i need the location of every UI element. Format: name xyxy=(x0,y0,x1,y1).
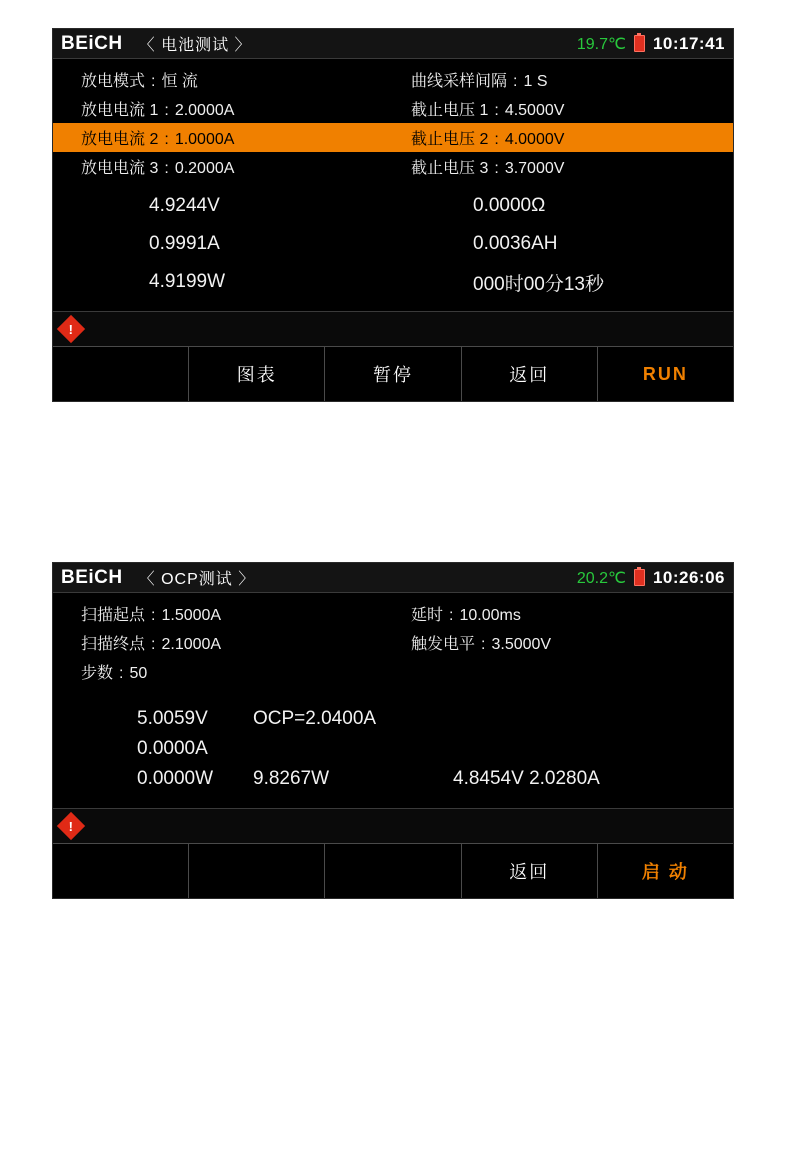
param-label: 扫描起点 xyxy=(81,607,146,625)
param-value[interactable]: 4.0000V xyxy=(504,131,565,148)
param-separator: : xyxy=(481,636,486,654)
param-row[interactable] xyxy=(53,628,733,657)
param-label: 截止电压 2 xyxy=(411,131,489,148)
param-separator: : xyxy=(164,102,169,119)
temperature-readout: 20.2℃ xyxy=(576,569,626,587)
param-separator: : xyxy=(164,160,169,177)
alarm-glyph: ! xyxy=(68,818,74,834)
caption-line: 并带内阻测试功能 xyxy=(54,465,295,498)
resistance-readout: 0.0000Ω xyxy=(473,195,546,216)
param-cell[interactable] xyxy=(59,68,389,91)
param-row[interactable] xyxy=(53,152,733,181)
caption-line: 编程测试模式，可捕获电源产品的临界参 xyxy=(54,921,595,954)
param-cell[interactable] xyxy=(59,631,389,654)
param-separator: : xyxy=(119,665,124,683)
clock-readout: 10:26:06 xyxy=(652,567,725,587)
param-value[interactable]: 3.7000V xyxy=(504,160,565,177)
voltage-readout: 4.9244V xyxy=(149,195,220,216)
clock-readout: 10:17:41 xyxy=(652,33,725,53)
titlebar xyxy=(53,29,733,59)
capacity-readout: 0.0036AH xyxy=(473,233,558,254)
param-row[interactable] xyxy=(53,65,733,94)
param-row-selected[interactable] xyxy=(53,123,733,152)
param-cell[interactable] xyxy=(59,126,389,149)
param-value[interactable]: 3.5000V xyxy=(491,636,552,654)
current-readout: 0.9991A xyxy=(149,233,220,254)
mode-title[interactable]: 〈 电池测试 〉 xyxy=(138,37,252,54)
param-cell[interactable] xyxy=(59,660,389,683)
param-cell[interactable] xyxy=(389,602,719,625)
instrument-screen-ocp-test xyxy=(52,562,734,899)
param-cell[interactable] xyxy=(389,126,719,149)
softkey-start[interactable]: 启 动 xyxy=(598,844,733,898)
caption-line: 数，如OCP，OPP等，包含比较器功能 xyxy=(54,962,575,995)
softkey-run[interactable]: RUN xyxy=(598,347,733,401)
softkey-1[interactable] xyxy=(53,347,189,401)
param-value[interactable]: 50 xyxy=(129,665,148,683)
param-cell[interactable] xyxy=(59,602,389,625)
alarm-glyph: ! xyxy=(68,321,74,337)
softkey-back[interactable]: 返回 xyxy=(462,347,598,401)
softkey-bar xyxy=(53,843,733,898)
peak-power-readout: 9.8267W xyxy=(253,768,330,790)
softkey-chart[interactable]: 图表 xyxy=(189,347,325,401)
caption-battery-test xyxy=(54,420,734,502)
param-value[interactable]: 恒 流 xyxy=(161,73,198,90)
measurement-row xyxy=(53,225,733,263)
param-cell[interactable] xyxy=(389,631,719,654)
param-row[interactable] xyxy=(53,599,733,628)
param-separator: : xyxy=(151,73,156,90)
measurement-area xyxy=(53,686,733,808)
battery-icon xyxy=(634,569,645,586)
param-value[interactable]: 4.5000V xyxy=(504,102,565,119)
param-label: 触发电平 xyxy=(411,636,476,654)
param-separator: : xyxy=(494,131,499,148)
power-readout: 0.0000W xyxy=(137,768,214,790)
param-row[interactable] xyxy=(53,657,733,686)
param-separator: : xyxy=(494,102,499,119)
alarm-icon xyxy=(57,812,85,840)
peak-volt-current-readout: 4.8454V 2.0280A xyxy=(453,768,600,790)
param-label: 放电电流 2 xyxy=(81,131,159,148)
power-readout: 4.9199W xyxy=(149,271,226,292)
elapsed-time-readout: 000时00分13秒 xyxy=(473,273,604,295)
caption-ocp-test xyxy=(54,917,734,999)
param-label: 延时 xyxy=(411,607,444,625)
measurement-row xyxy=(53,187,733,225)
param-label: 步数 xyxy=(81,665,114,683)
battery-icon xyxy=(634,35,645,52)
softkey-1[interactable] xyxy=(53,844,189,898)
param-separator: : xyxy=(151,636,156,654)
alarm-icon xyxy=(57,315,85,343)
param-value[interactable]: 2.1000A xyxy=(161,636,222,654)
param-value[interactable]: 1.5000A xyxy=(161,607,222,625)
measurement-area xyxy=(53,181,733,311)
param-label: 截止电压 3 xyxy=(411,160,489,177)
brand-logo: BEiCH xyxy=(61,32,123,54)
param-row[interactable] xyxy=(53,94,733,123)
param-cell[interactable] xyxy=(389,68,719,91)
current-readout: 0.0000A xyxy=(137,738,208,760)
titlebar-status xyxy=(577,568,725,588)
mode-title[interactable]: 〈 OCP测试 〉 xyxy=(138,571,256,589)
measurement-row xyxy=(53,704,733,734)
voltage-readout: 5.0059V xyxy=(137,708,208,730)
ocp-result-readout: OCP=2.0400A xyxy=(253,708,377,730)
brand-logo: BEiCH xyxy=(61,566,123,588)
param-value[interactable]: 1.0000A xyxy=(174,131,235,148)
temperature-readout: 19.7℃ xyxy=(576,35,626,53)
param-separator: : xyxy=(449,607,454,625)
titlebar xyxy=(53,563,733,593)
param-value[interactable]: 10.00ms xyxy=(459,607,521,625)
parameter-area xyxy=(53,59,733,311)
parameter-area xyxy=(53,593,733,808)
instrument-screen-battery-test xyxy=(52,28,734,402)
param-value[interactable]: 2.0000A xyxy=(174,102,235,119)
param-separator: : xyxy=(164,131,169,148)
param-label: 扫描终点 xyxy=(81,636,146,654)
param-separator: : xyxy=(151,607,156,625)
param-separator: : xyxy=(513,73,518,90)
param-label: 放电电流 1 xyxy=(81,102,159,119)
param-cell[interactable] xyxy=(59,155,389,178)
softkey-back[interactable]: 返回 xyxy=(462,844,598,898)
alarm-strip xyxy=(53,311,733,346)
measurement-row xyxy=(53,734,733,764)
caption-line: 电池测试模式，可测试电池耐力和容量， xyxy=(54,424,595,456)
param-label: 截止电压 1 xyxy=(411,102,489,119)
param-cell[interactable] xyxy=(59,97,389,120)
measurement-row xyxy=(53,764,733,794)
softkey-2[interactable] xyxy=(189,844,325,898)
param-value[interactable]: 0.2000A xyxy=(174,160,235,177)
param-value[interactable]: 1 S xyxy=(523,73,548,90)
param-label: 放电电流 3 xyxy=(81,160,159,177)
measurement-row xyxy=(53,263,733,301)
param-separator: : xyxy=(494,160,499,177)
titlebar-status xyxy=(577,34,725,54)
param-label: 放电模式 xyxy=(81,73,146,90)
param-cell[interactable] xyxy=(389,155,719,178)
softkey-bar xyxy=(53,346,733,401)
softkey-3[interactable] xyxy=(325,844,461,898)
param-cell[interactable] xyxy=(389,97,719,120)
softkey-pause[interactable]: 暂停 xyxy=(325,347,461,401)
param-label: 曲线采样间隔 xyxy=(411,73,508,90)
alarm-strip xyxy=(53,808,733,843)
